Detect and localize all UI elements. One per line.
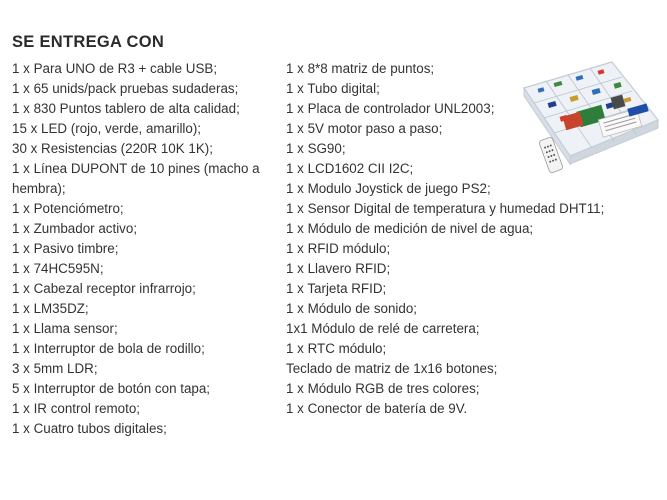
list-item: 1 x Potenciómetro;	[12, 201, 124, 216]
list-item: 1x1 Módulo de relé de carretera;	[286, 321, 480, 336]
list-item: 15 x LED (rojo, verde, amarillo);	[12, 121, 202, 136]
list-item: Teclado de matriz de 1x16 botones;	[286, 361, 498, 376]
list-item: 1 x Zumbador activo;	[12, 221, 138, 236]
list-item: 1 x Llavero RFID;	[286, 261, 391, 276]
list-item: 1 x RTC módulo;	[286, 341, 387, 356]
list-item: 1 x RFID módulo;	[286, 241, 391, 256]
contents-list-left	[12, 59, 284, 439]
list-item: 1 x 65 unids/pack pruebas sudaderas;	[12, 81, 239, 96]
list-item: 1 x LM35DZ;	[12, 301, 89, 316]
list-item: 1 x Módulo de medición de nivel de agua;	[286, 221, 534, 236]
list-item: 1 x Cuatro tubos digitales;	[12, 421, 167, 436]
list-item: 1 x LCD1602 CII I2C;	[286, 161, 414, 176]
list-item: 1 x Modulo Joystick de juego PS2;	[286, 181, 491, 196]
list-item: 1 x Tarjeta RFID;	[286, 281, 387, 296]
list-item: 1 x Interruptor de bola de rodillo;	[12, 341, 205, 356]
list-item: 5 x Interruptor de botón con tapa;	[12, 381, 211, 396]
page-title: SE ENTREGA CON	[12, 33, 165, 51]
list-item: 1 x Llama sensor;	[12, 321, 118, 336]
list-item: 1 x 74HC595N;	[12, 261, 104, 276]
list-item: 1 x Pasivo timbre;	[12, 241, 119, 256]
list-item: 1 x Cabezal receptor infrarrojo;	[12, 281, 196, 296]
list-item: 1 x 8*8 matriz de puntos;	[286, 61, 435, 76]
list-item: 1 x 5V motor paso a paso;	[286, 121, 443, 136]
list-item: 1 x Módulo RGB de tres colores;	[286, 381, 480, 396]
list-item: 1 x IR control remoto;	[12, 401, 141, 416]
list-item: 1 x Conector de batería de 9V.	[286, 401, 468, 416]
list-item: 1 x Tubo digital;	[286, 81, 380, 96]
product-kit-image	[520, 58, 660, 186]
list-item: 1 x Línea DUPONT de 10 pines (macho a	[12, 161, 260, 176]
list-item: 30 x Resistencias (220R 10K 1K);	[12, 141, 213, 156]
list-item: 1 x Sensor Digital de temperatura y humedad DHT11;	[286, 201, 605, 216]
list-item: hembra);	[12, 181, 66, 196]
list-item: 1 x Placa de controlador UNL2003;	[286, 101, 495, 116]
list-item: 1 x 830 Puntos tablero de alta calidad;	[12, 101, 240, 116]
list-item: 1 x Módulo de sonido;	[286, 301, 418, 316]
list-item: 3 x 5mm LDR;	[12, 361, 98, 376]
list-item: 1 x SG90;	[286, 141, 346, 156]
list-item: 1 x Para UNO de R3 + cable USB;	[12, 61, 218, 76]
